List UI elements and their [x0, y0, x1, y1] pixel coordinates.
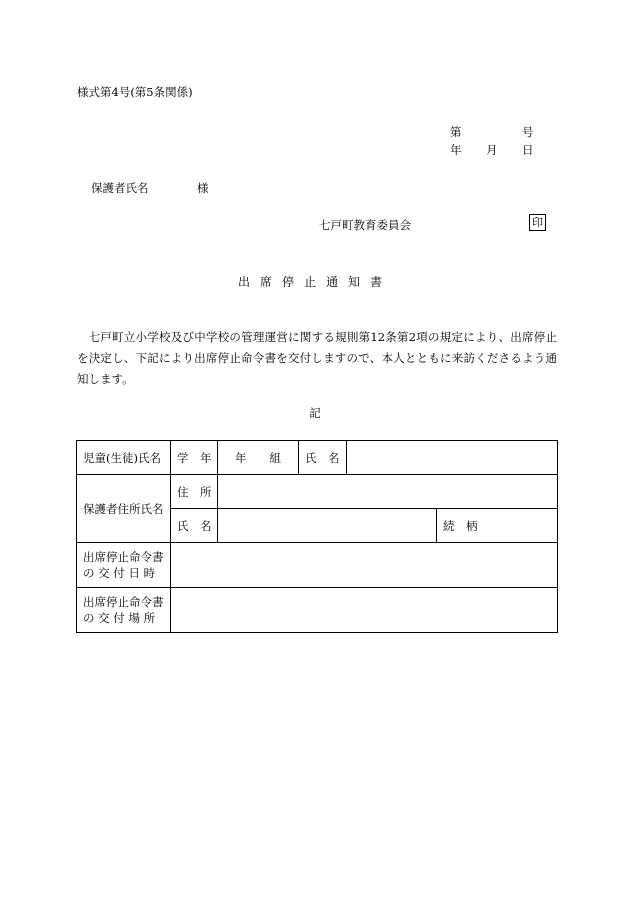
- addressee-label: 保護者氏名: [91, 181, 149, 195]
- issue-place-field[interactable]: [171, 588, 558, 633]
- issue-place-label-line1: 出席停止命令書: [83, 595, 164, 609]
- student-name-field[interactable]: [347, 441, 558, 475]
- day-label: 日: [522, 143, 534, 157]
- student-label: 児童(生徒)氏名: [77, 441, 171, 475]
- document-title: 出席停止通知書: [237, 275, 392, 289]
- issue-datetime-label-line1: 出席停止命令書: [83, 550, 164, 564]
- ki-heading: 記: [309, 406, 321, 420]
- notice-form-table: [76, 440, 558, 633]
- issue-place-label: [77, 588, 171, 633]
- issue-place-label-line2: の 交 付 場 所: [83, 611, 156, 625]
- student-name-label: 氏 名: [299, 441, 347, 475]
- document-number-date: [450, 124, 540, 160]
- grade-label: 学 年: [171, 441, 218, 475]
- issue-datetime-label-line2: の 交 付 日 時: [83, 566, 156, 580]
- issue-datetime-label: [77, 543, 171, 588]
- guardian-name-field[interactable]: [218, 509, 437, 543]
- issuer-name: 七戸町教育委員会: [319, 218, 411, 232]
- table-row: [77, 543, 558, 588]
- table-row: [77, 441, 558, 475]
- issue-datetime-field[interactable]: [171, 543, 558, 588]
- table-row: [77, 588, 558, 633]
- address-field[interactable]: [218, 475, 558, 509]
- grade-value: 年 組: [218, 441, 299, 475]
- guardian-label: 保護者住所氏名: [77, 475, 171, 543]
- body-paragraph: 七戸町立小学校及び中学校の管理運営に関する規則第12条第2項の規定により、出席停止を決定し、下記により出席停止命令書を交付しますので、本人とともに来訪くださるよう通知します。: [77, 330, 557, 386]
- address-label: 住 所: [171, 475, 218, 509]
- seal-stamp-icon: 印: [529, 214, 546, 231]
- addressee: [91, 180, 209, 196]
- table-row: [77, 475, 558, 509]
- guardian-name-label: 氏 名: [171, 509, 218, 543]
- form-id: 様式第4号(第5条関係): [77, 85, 193, 99]
- year-label: 年: [450, 143, 462, 157]
- month-label: 月: [486, 143, 498, 157]
- number-suffix: 号: [522, 125, 534, 139]
- addressee-honorific: 様: [197, 181, 209, 195]
- relationship-label: 続 柄: [437, 509, 558, 543]
- number-prefix: 第: [450, 125, 462, 139]
